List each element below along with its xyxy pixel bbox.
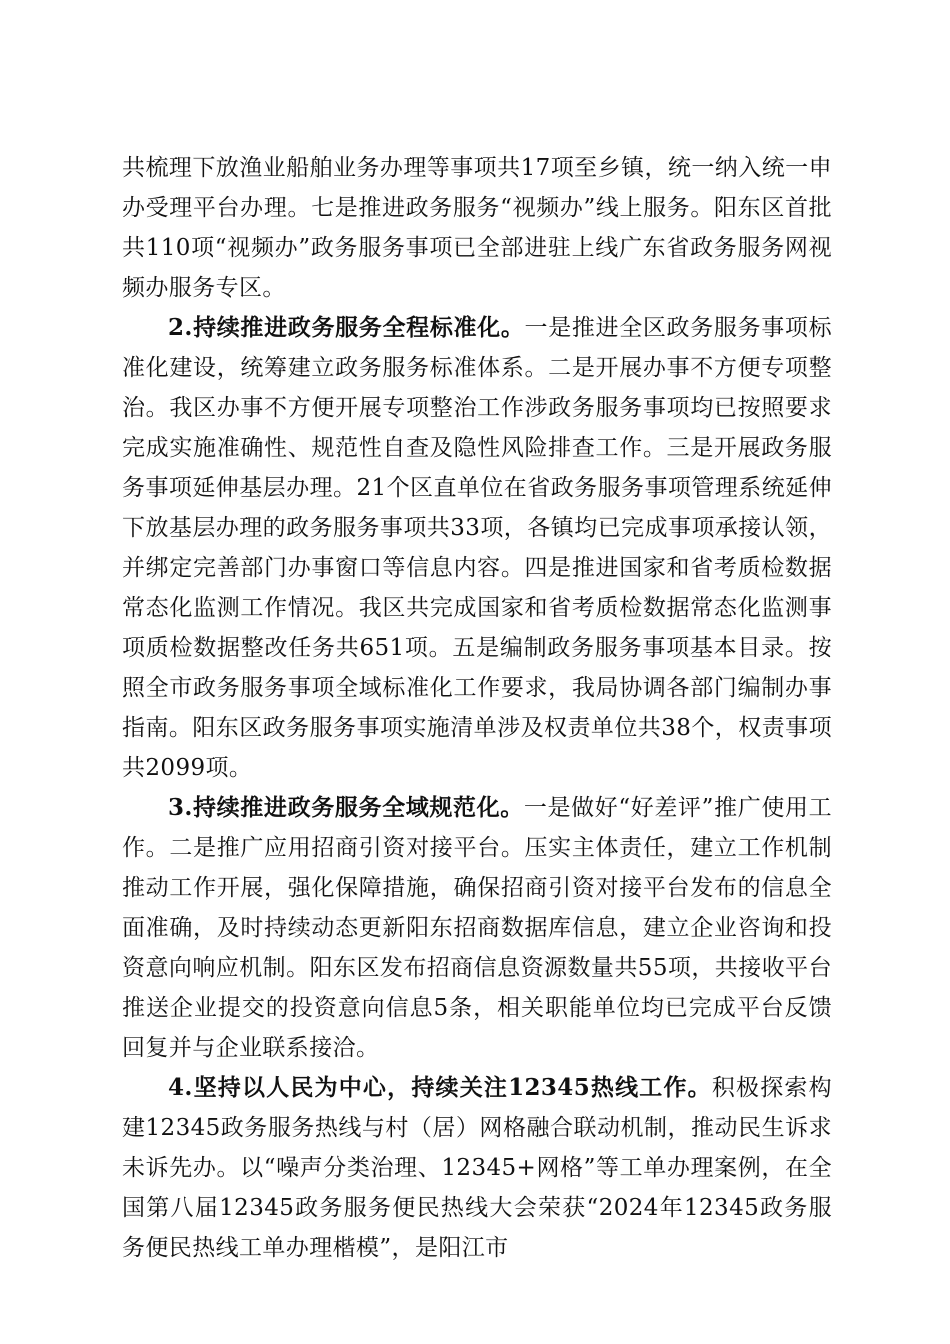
document-body xyxy=(122,148,832,1268)
paragraph-text: 一是做好“好差评”推广使用工作。二是推广应用招商引资对接平台。压实主体责任，建立工作机制推动工作开展，强化保障措施，确保招商引资对接平台发布的信息全面准确，及时持续动态更新阳东招商数据库信息，建立企业咨询和投资意向响应机制。阳东区发布招商信息资源数量共55项，共接收平台推送企业提交的投资意向信息5条，相关职能单位均已完成平台反馈回复并与企业联系接洽。 xyxy=(122,795,832,1061)
paragraph-text: 共梳理下放渔业船舶业务办理等事项共17项至乡镇，统一纳入统一申办受理平台办理。七是推进政务服务“视频办”线上服务。阳东区首批共110项“视频办”政务服务事项已全部进驻上线广东省政务服务网视频办服务专区。 xyxy=(122,155,832,301)
paragraph-heading: 3.持续推进政务服务全域规范化。 xyxy=(168,794,524,821)
paragraph-text: 一是推进全区政务服务事项标准化建设，统筹建立政务服务标准体系。二是开展办事不方便专项整治。我区办事不方便开展专项整治工作涉政务服务事项均已按照要求完成实施准确性、规范性自查及隐性风险排查工作。三是开展政务服务事项延伸基层办理。21个区直单位在省政务服务事项管理系统延伸下放基层办理的政务服务事项共33项，各镇均已完成事项承接认领，并绑定完善部门办事窗口等信息内容。四是推进国家和省考质检数据常态化监测工作情况。我区共完成国家和省考质检数据常态化监测事项质检数据整改任务共651项。五是编制政务服务事项基本目录。按照全市政务服务事项全域标准化工作要求，我局协调各部门编制办事指南。阳东区政务服务事项实施清单涉及权责单位共38个，权责事项共2099项。 xyxy=(122,315,832,781)
paragraph-standardization xyxy=(122,308,832,788)
paragraph-continuation xyxy=(122,148,832,308)
paragraph-hotline xyxy=(122,1068,832,1268)
paragraph-text: 积极探索构建12345政务服务热线与村（居）网格融合联动机制，推动民生诉求未诉先办。以“噪声分类治理、12345+网格”等工单办理案例，在全国第八届12345政务服务便民热线大会荣获“2024年12345政务服务便民热线工单办理楷模”，是阳江市 xyxy=(122,1075,833,1261)
paragraph-normalization xyxy=(122,788,832,1068)
paragraph-heading: 2.持续推进政务服务全程标准化。 xyxy=(168,314,525,341)
paragraph-heading: 4.坚持以人民为中心，持续关注12345热线工作。 xyxy=(168,1074,712,1101)
